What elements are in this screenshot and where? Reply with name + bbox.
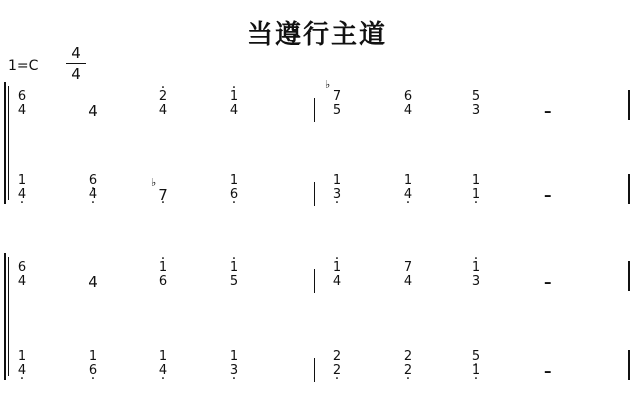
note-lower: 4 · (14, 188, 30, 202)
note-upper: 7 (332, 89, 342, 104)
note-upper: 1 (229, 349, 239, 364)
rest-dash: – (544, 273, 552, 291)
note-lower: 1 · (468, 188, 484, 202)
note-upper: 5 · (468, 350, 484, 364)
note-lower: 5 (229, 274, 239, 289)
note-lower: 4 (17, 103, 27, 118)
note-lower: 3 (471, 274, 481, 289)
time-signature-top: 4 (71, 44, 81, 62)
note-upper: · 1 (155, 261, 171, 275)
note-upper: 1 (229, 173, 239, 188)
note-upper: 1 (17, 349, 27, 364)
note-upper: · 2 (155, 90, 171, 104)
song-title: 当遵行主道 (246, 20, 387, 50)
note-lower: 7 · (155, 188, 171, 202)
note-upper: 5 (471, 89, 481, 104)
time-signature (66, 44, 86, 83)
note-lower: 4 (88, 273, 98, 291)
note-lower: 4 · (155, 364, 171, 378)
note-lower: 6 (158, 274, 168, 289)
note-upper: 6 (403, 89, 413, 104)
rest-dash: – (544, 102, 552, 120)
barline (314, 182, 315, 206)
system-brace (4, 82, 6, 204)
note-lower: 2 · (400, 364, 416, 378)
flat-sign: ♭ (151, 176, 157, 189)
note-upper: 7 (403, 260, 413, 275)
note-lower: 4 (332, 274, 342, 289)
note-lower: 4 · (400, 188, 416, 202)
note-upper: · 1 (329, 261, 345, 275)
note-upper: 2 (332, 349, 342, 364)
note-upper: 1 (158, 349, 168, 364)
note-lower: 3 · (226, 364, 242, 378)
system-brace-inner (8, 86, 9, 200)
note-upper: · 1 (226, 261, 242, 275)
note-lower: 3 · (329, 188, 345, 202)
note-upper: 1 (471, 173, 481, 188)
note-lower: 4 (229, 103, 239, 118)
note-lower: 4 (403, 103, 413, 118)
end-barline (628, 90, 630, 120)
end-barline (628, 261, 630, 291)
note-upper: 2 (403, 349, 413, 364)
note-lower: 6 · (226, 188, 242, 202)
note-lower: 2 · (329, 364, 345, 378)
barline (314, 269, 315, 293)
time-signature-bottom: 4 (71, 65, 81, 83)
note-upper: 6 (17, 260, 27, 275)
time-signature-bar (66, 63, 86, 64)
barline (314, 98, 315, 122)
note-upper: 1 (88, 349, 98, 364)
rest-dash: – (544, 186, 552, 204)
rest-dash: – (544, 362, 552, 380)
key-signature: 1=C (8, 58, 39, 74)
note-upper: 1 (403, 173, 413, 188)
note-lower: 4 (17, 274, 27, 289)
note-upper: 6 (17, 89, 27, 104)
note-upper: · 1 (468, 261, 484, 275)
note-lower: 4 (158, 103, 168, 118)
note-lower: 4 · (85, 188, 101, 202)
barline (314, 358, 315, 382)
note-lower: 5 (332, 103, 342, 118)
end-barline (628, 350, 630, 380)
note-lower: 4 · (14, 364, 30, 378)
note-upper: 1 (332, 173, 342, 188)
note-lower: 1 · (468, 364, 484, 378)
system-brace (4, 253, 6, 380)
note-lower: 4 (403, 274, 413, 289)
note-lower: 3 (471, 103, 481, 118)
end-barline (628, 174, 630, 204)
note-lower: 6 · (85, 364, 101, 378)
note-lower: 4 (88, 102, 98, 120)
system-brace-inner (8, 257, 9, 376)
note-upper: · 1 (226, 90, 242, 104)
flat-sign: ♭ (325, 78, 331, 91)
note-upper: 1 (17, 173, 27, 188)
note-upper: 6 · (85, 174, 101, 188)
